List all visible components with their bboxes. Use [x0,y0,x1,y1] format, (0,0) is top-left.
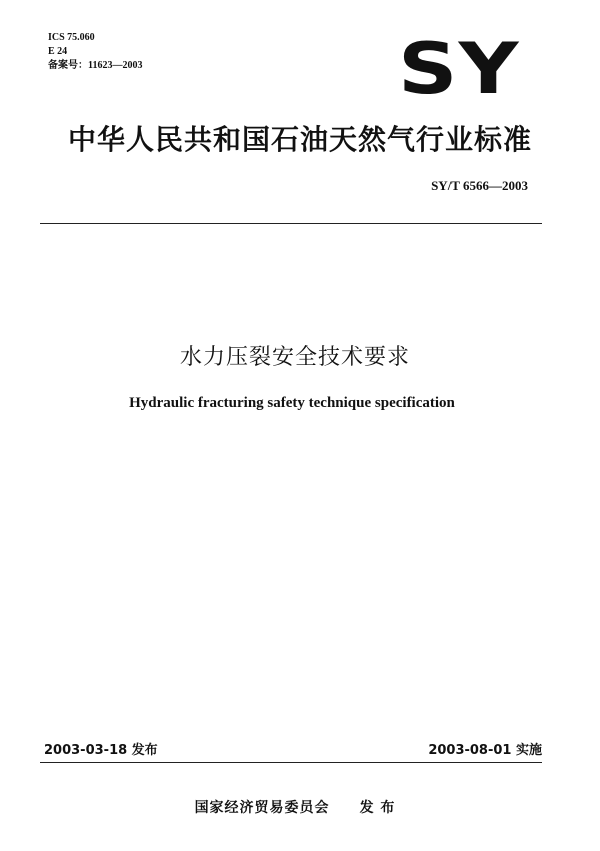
document-title-en: Hydraulic fracturing safety technique specification [129,395,455,411]
ics-code: ICS 75.060 [48,32,95,43]
issue-date: 2003-03-18 发布 [44,743,158,758]
ccs-code: E 24 [48,46,68,57]
standard-category-title: 中华人民共和国石油天然气行业标准 [67,123,532,156]
sy-logo: SY [398,28,520,110]
registration-number: 备案号：11623—2003 [48,60,143,71]
top-divider [40,223,542,224]
document-title-cn: 水力压裂安全技术要求 [179,345,410,370]
publisher-action: 发 布 [359,800,396,816]
publisher-name: 国家经济贸易委员会 [194,800,330,816]
bottom-divider [40,762,542,763]
implementation-date: 2003-08-01 实施 [428,743,542,758]
standard-code: SY/T 6566—2003 [431,178,528,193]
publisher-line [0,797,590,817]
